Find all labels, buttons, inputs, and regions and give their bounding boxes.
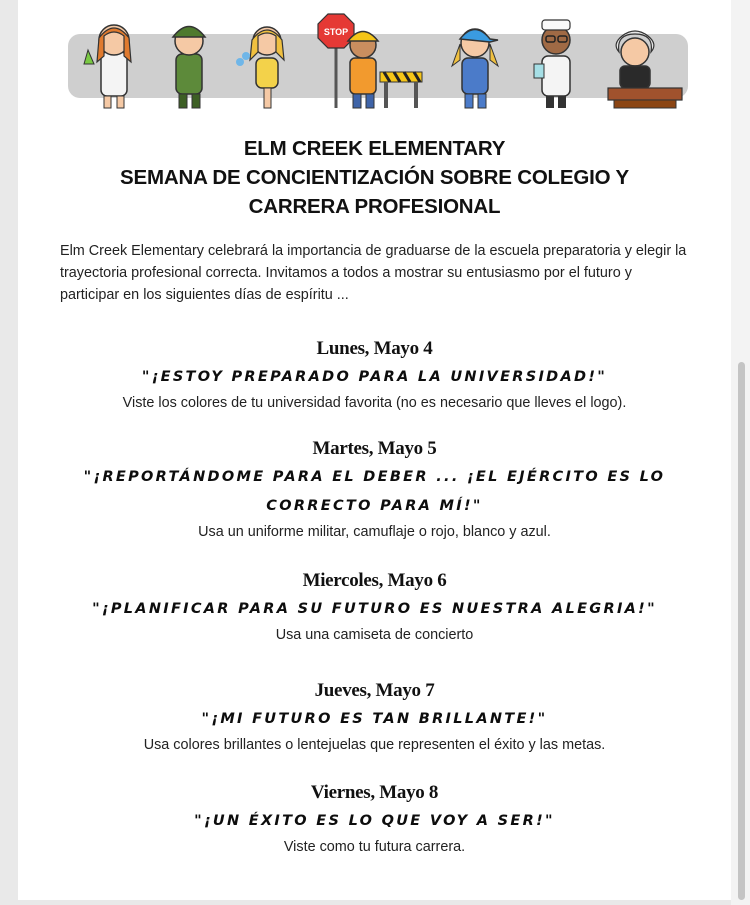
title-line-2: SEMANA DE CONCIENTIZACIÓN SOBRE COLEGIO Y bbox=[120, 166, 629, 189]
day-description: Usa un uniforme militar, camuflaje o rojo, blanco y azul. bbox=[198, 524, 551, 540]
intro-paragraph: Elm Creek Elementary celebrará la importancia de graduarse de la escuela preparatoria y elegir la trayectoria profesional correcta. Invitamos a todos a mostrar su entusiasmo por el futuro y participar en los siguientes días de espíritu ... bbox=[60, 243, 687, 303]
day-slogan: "¡MI FUTURO ES TAN BRILLANTE!" bbox=[201, 711, 548, 727]
day-description: Usa colores brillantes o lentejuelas que representen el éxito y las metas. bbox=[143, 737, 606, 753]
stop-sign-label: STOP bbox=[323, 27, 349, 37]
soldier-icon bbox=[173, 27, 205, 109]
day-description: Viste los colores de tu universidad favorita (no es necesario que lleves el logo). bbox=[122, 395, 627, 411]
day-heading: Jueves, Mayo 7 bbox=[314, 680, 435, 701]
day-heading: Miercoles, Mayo 6 bbox=[302, 570, 447, 591]
scrollbar-thumb[interactable] bbox=[738, 362, 745, 900]
career-kids-illustration bbox=[68, 12, 688, 112]
judge-icon bbox=[608, 31, 682, 108]
day-slogan: "¡PLANIFICAR PARA SU FUTURO ES NUESTRA ALEGRIA!" bbox=[92, 601, 657, 617]
page-title bbox=[18, 134, 731, 221]
document-page bbox=[18, 0, 731, 900]
day-monday bbox=[18, 334, 731, 414]
day-description: Usa una camiseta de concierto bbox=[275, 627, 474, 643]
construction-worker-icon bbox=[318, 14, 422, 108]
mechanic-girl-icon bbox=[452, 29, 498, 108]
day-friday bbox=[18, 778, 731, 858]
day-slogan: "¡REPORTÁNDOME PARA EL DEBER ... ¡EL EJÉRCITO ES LO CORRECTO PARA MÍ!" bbox=[83, 469, 666, 514]
day-heading: Viernes, Mayo 8 bbox=[310, 782, 439, 803]
title-line-1: ELM CREEK ELEMENTARY bbox=[243, 137, 506, 160]
doctor-icon bbox=[534, 20, 570, 108]
day-wednesday bbox=[18, 566, 731, 646]
scientist-girl-icon bbox=[84, 25, 131, 108]
day-thursday bbox=[18, 676, 731, 756]
day-description: Viste como tu futura carrera. bbox=[283, 839, 466, 855]
yoga-girl-icon bbox=[236, 27, 284, 108]
day-tuesday bbox=[18, 434, 731, 543]
day-slogan: "¡ESTOY PREPARADO PARA LA UNIVERSIDAD!" bbox=[141, 369, 608, 385]
day-slogan: "¡UN ÉXITO ES LO QUE VOY A SER!" bbox=[194, 813, 555, 829]
career-kids-banner bbox=[68, 12, 688, 106]
day-heading: Martes, Mayo 5 bbox=[312, 438, 437, 459]
day-heading: Lunes, Mayo 4 bbox=[316, 338, 433, 359]
title-line-3: CARRERA PROFESIONAL bbox=[248, 195, 501, 218]
